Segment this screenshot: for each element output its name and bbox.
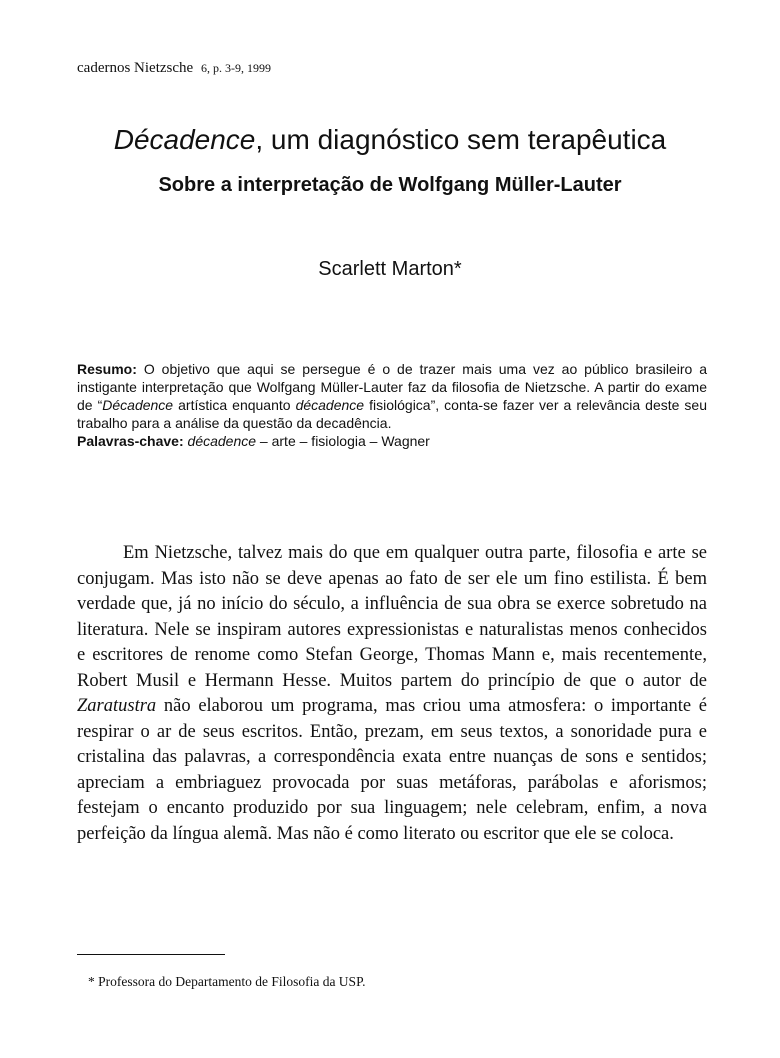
- abstract-paragraph: [77, 360, 707, 432]
- paper-title: [0, 124, 780, 156]
- keywords-line: [77, 432, 707, 450]
- footnote: * Professora do Departamento de Filosofia da USP.: [88, 974, 366, 989]
- keyword-emphasis: décadence: [187, 433, 257, 449]
- paper-subtitle: Sobre a interpretação de Wolfgang Müller-Lauter: [158, 174, 622, 196]
- body-emphasis-1: Zaratustra: [77, 696, 157, 716]
- abstract-text-2: artística enquanto: [173, 397, 296, 413]
- running-head: [77, 60, 271, 77]
- abstract-emphasis-2: décadence: [295, 397, 365, 413]
- paper-title-rest: , um diagnóstico sem terapêutica: [255, 124, 667, 155]
- body-text-1: Em Nietzsche, talvez mais do que em qualquer outra parte, filosofia e arte se conjugam. Mas isto não se deve apenas ao fato de ser ele um fino estilista. É bem verdade que, já no início do século, a influência de sua obra se exerce sobretudo na literatura. Nele se inspiram autores expressionistas e naturalistas menos conhecidos e escritores de renome como Stefan George, Thomas Mann e, mais recentemente, Robert Musil e Hermann Hesse. Muitos partem do princípio de que o autor de: [77, 543, 707, 691]
- issue-meta: 6, p. 3-9, 1999: [200, 61, 271, 75]
- keywords-rest: – arte – fisiologia – Wagner: [256, 433, 430, 449]
- abstract-text-3: fisiológica”, conta-se fazer ver a relevância deste seu trabalho para a análise da questão da decadência.: [77, 397, 707, 431]
- abstract-block: [77, 360, 707, 450]
- keywords-label: Palavras-chave:: [77, 433, 184, 449]
- body-paragraph: [77, 541, 707, 847]
- abstract-text-1: O objetivo que aqui se persegue é o de trazer mais uma vez ao público brasileiro a instigante interpretação que Wolfgang Müller-Lauter faz da filosofia de Nietzsche. A partir do exame de “: [77, 361, 707, 413]
- footnote-divider: [77, 954, 225, 955]
- author-name: Scarlett Marton*: [318, 258, 462, 280]
- body-text-2: não elaborou um programa, mas criou uma atmosfera: o importante é respirar o ar de seus escritos. Então, prezam, em seus textos, a sonoridade pura e cristalina das palavras, a correspondência exata entre nuanças de sons e sentidos; apreciam a embriaguez provocada por suas metáforas, parábolas e aforismos; festejam o encanto produzido por sua linguagem; nele celebram, enfim, a nova perfeição da língua alemã. Mas não é como literato ou escritor que ele se coloca.: [77, 696, 707, 844]
- paper-title-emphasis: Décadence: [113, 124, 256, 155]
- abstract-label: Resumo:: [77, 361, 137, 377]
- journal-name: cadernos Nietzsche: [77, 60, 194, 76]
- abstract-emphasis-1: Décadence: [102, 397, 174, 413]
